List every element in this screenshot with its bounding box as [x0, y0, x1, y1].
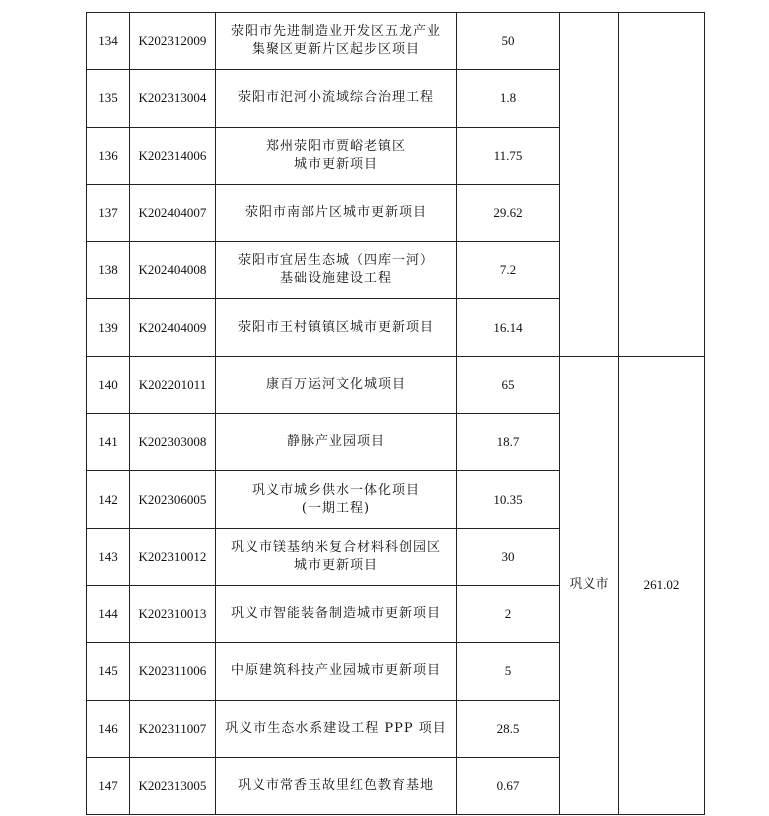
row-number: 139 — [87, 299, 130, 356]
project-name — [216, 242, 457, 299]
city-total-amount: 261.02 — [619, 356, 705, 814]
project-table — [86, 12, 705, 815]
project-code: K202310013 — [130, 585, 216, 642]
project-amount: 28.5 — [457, 700, 560, 757]
project-amount: 11.75 — [457, 127, 560, 184]
project-amount: 30 — [457, 528, 560, 585]
project-name-line: 巩义市城乡供水一体化项目 — [251, 482, 420, 498]
project-name-line: 郑州荥阳市贾峪老镇区 — [265, 138, 406, 154]
project-code: K202303008 — [130, 414, 216, 471]
project-code: K202314006 — [130, 127, 216, 184]
project-name-line: 巩义市生态水系建设工程 PPP 项目 — [225, 720, 447, 736]
project-name — [216, 70, 457, 127]
project-code: K202201011 — [130, 356, 216, 413]
project-name — [216, 414, 457, 471]
project-name-line: (一期工程) — [301, 500, 371, 516]
row-number: 138 — [87, 242, 130, 299]
project-name-line: 城市更新项目 — [293, 156, 378, 172]
project-amount: 65 — [457, 356, 560, 413]
project-name-line: 荥阳市王村镇镇区城市更新项目 — [237, 319, 434, 335]
project-name-line: 静脉产业园项目 — [286, 434, 385, 450]
row-number: 143 — [87, 528, 130, 585]
project-name-line: 康百万运河文化城项目 — [265, 376, 406, 392]
city-cell-continued — [560, 13, 619, 357]
row-number: 144 — [87, 585, 130, 642]
project-name — [216, 184, 457, 241]
project-code: K202310012 — [130, 528, 216, 585]
project-amount: 7.2 — [457, 242, 560, 299]
project-name-line: 巩义市智能装备制造城市更新项目 — [230, 606, 441, 622]
row-number: 134 — [87, 13, 130, 70]
project-code: K202313005 — [130, 757, 216, 814]
project-code: K202311007 — [130, 700, 216, 757]
project-code: K202306005 — [130, 471, 216, 528]
project-name — [216, 757, 457, 814]
project-name-line: 巩义市常香玉故里红色教育基地 — [237, 778, 434, 793]
row-number: 137 — [87, 184, 130, 241]
row-number: 141 — [87, 414, 130, 471]
project-name-line: 中原建筑科技产业园城市更新项目 — [230, 663, 441, 679]
project-name — [216, 528, 457, 585]
project-name-line: 荥阳市先进制造业开发区五龙产业 — [230, 24, 441, 40]
project-name-line: 城市更新项目 — [293, 557, 378, 573]
total-cell-continued — [619, 13, 705, 357]
project-name — [216, 127, 457, 184]
project-name-line: 巩义市镁基纳米复合材料科创园区 — [230, 539, 441, 555]
row-number: 145 — [87, 643, 130, 700]
row-number: 140 — [87, 356, 130, 413]
project-amount: 2 — [457, 585, 560, 642]
project-name — [216, 356, 457, 413]
project-amount: 29.62 — [457, 184, 560, 241]
project-amount: 16.14 — [457, 299, 560, 356]
project-code: K202313004 — [130, 70, 216, 127]
project-amount: 50 — [457, 13, 560, 70]
project-code: K202311006 — [130, 643, 216, 700]
row-number: 147 — [87, 757, 130, 814]
project-name-line: 荥阳市南部片区城市更新项目 — [244, 205, 427, 221]
project-name — [216, 471, 457, 528]
row-number: 136 — [87, 127, 130, 184]
project-name-line: 基础设施建设工程 — [279, 271, 392, 287]
project-code: K202404007 — [130, 184, 216, 241]
project-name-line: 集聚区更新片区起步区项目 — [251, 42, 420, 58]
table-row — [87, 356, 705, 413]
table-row — [87, 13, 705, 70]
project-code: K202312009 — [130, 13, 216, 70]
row-number: 135 — [87, 70, 130, 127]
project-amount: 18.7 — [457, 414, 560, 471]
project-amount: 5 — [457, 643, 560, 700]
project-name — [216, 585, 457, 642]
project-name-line: 荥阳市宜居生态城（四库一河） — [237, 253, 434, 269]
city-cell: 巩义市 — [560, 356, 619, 814]
project-amount: 1.8 — [457, 70, 560, 127]
project-name — [216, 299, 457, 356]
project-name — [216, 700, 457, 757]
project-name-line: 荥阳市汜河小流域综合治理工程 — [237, 90, 434, 106]
project-name — [216, 13, 457, 70]
project-amount: 0.67 — [457, 757, 560, 814]
project-code: K202404008 — [130, 242, 216, 299]
project-code: K202404009 — [130, 299, 216, 356]
row-number: 146 — [87, 700, 130, 757]
project-amount: 10.35 — [457, 471, 560, 528]
project-name — [216, 643, 457, 700]
row-number: 142 — [87, 471, 130, 528]
